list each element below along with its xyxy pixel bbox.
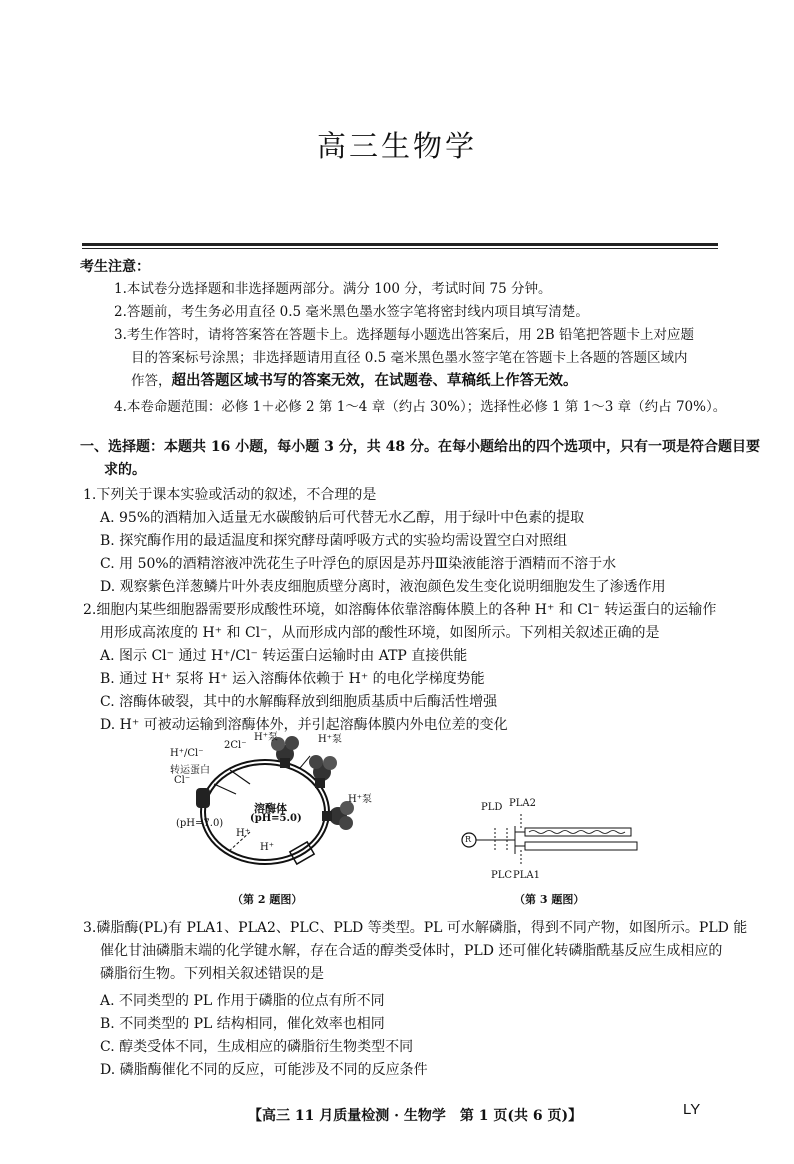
label-h-inner: H⁺ <box>236 828 250 839</box>
fatty-acid-chain-2 <box>525 842 637 850</box>
q3-option-b: B. 不同类型的 PL 结构相同，催化效率也相同 <box>100 1016 385 1032</box>
arrow-cl-in <box>230 770 250 784</box>
label-h-pump-1: H⁺泵 <box>254 732 278 743</box>
label-h-pump-2: H⁺泵 <box>318 734 342 745</box>
header-rule-thick <box>82 243 718 246</box>
q3-stem-line-3: 磷脂衍生物。下列相关叙述错误的是 <box>100 966 324 982</box>
label-cl: Cl⁻ <box>174 775 191 786</box>
q2-option-d: D. H⁺ 可被动运输到溶酶体外，并引起溶酶体膜内外电位差的变化 <box>100 717 508 733</box>
section-heading-line-2: 求的。 <box>104 462 146 478</box>
q2-stem-line-2: 用形成高浓度的 H⁺ 和 Cl⁻，从而形成内部的酸性环境，如图所示。下列相关叙述正确的是 <box>100 625 660 641</box>
q2-option-a: A. 图示 Cl⁻ 通过 H⁺/Cl⁻ 转运蛋白运输时由 ATP 直接供能 <box>100 648 468 664</box>
label-inner-ph: (pH=5.0) <box>250 813 302 824</box>
q3-stem-line-1: 3.磷脂酶(PL)有 PLA1、PLA2、PLC、PLD 等类型。PL 可水解磷脂，得到不同产物，如图所示。PLD 能 <box>83 920 748 936</box>
label-plc: PLC <box>491 870 513 881</box>
label-r: R <box>465 835 472 844</box>
label-h-pump-3: H⁺泵 <box>348 794 372 805</box>
q1-option-b: B. 探究酶作用的最适温度和探究酵母菌呼吸方式的实验均需设置空白对照组 <box>100 533 568 549</box>
arrow-transport <box>214 784 236 794</box>
label-lysosome: 溶酶体 <box>254 802 287 815</box>
q1-option-c: C. 用 50%的酒精溶液冲洗花生子叶浮色的原因是苏丹Ⅲ染液能溶于酒精而不溶于水 <box>100 556 617 572</box>
notice-line-6: 4.本卷命题范围：必修 1＋必修 2 第 1～4 章（约占 30%）；选择性必修 1 第 1～3 章（约占 70%）。 <box>114 399 727 415</box>
label-outer-ph: (pH=7.0) <box>176 818 224 829</box>
phospholipid-diagram <box>455 798 645 882</box>
header-rule-thin <box>82 248 718 249</box>
q3-option-c: C. 醇类受体不同，生成相应的磷脂衍生物类型不同 <box>100 1039 414 1055</box>
notice-line-5-emphasis: 超出答题区域书写的答案无效，在试题卷、草稿纸上作答无效。 <box>171 373 578 389</box>
notice-line-5a <box>131 369 578 390</box>
transporter-protein-icon <box>196 788 210 808</box>
q3-option-d: D. 磷脂酶催化不同的反应，可能涉及不同的反应条件 <box>100 1062 428 1078</box>
arrow-pump <box>300 756 310 768</box>
label-pla1: PLA1 <box>513 870 540 881</box>
notice-heading: 考生注意： <box>80 259 150 275</box>
label-2cl: 2Cl⁻ <box>224 740 247 751</box>
page-title: 高三生物学 <box>316 129 477 163</box>
footer-page-info: 【高三 11 月质量检测 · 生物学 第 1 页(共 6 页)】 <box>248 1108 583 1124</box>
footer-code: LY <box>683 1101 701 1118</box>
q2-option-c: C. 溶酶体破裂，其中的水解酶释放到细胞质基质中后酶活性增强 <box>100 694 498 710</box>
notice-line-3: 3.考生作答时，请将答案答在答题卡上。选择题每小题选出答案后，用 2B 铅笔把答题卡上对应题 <box>114 327 694 343</box>
label-transporter-2: 转运蛋白 <box>170 765 210 776</box>
section-heading-line-1: 一、选择题：本题共 16 小题，每小题 3 分，共 48 分。在每小题给出的四个选项中，只有一项是符合题目要 <box>80 439 760 455</box>
fatty-acid-chain-1 <box>525 828 631 836</box>
q1-stem: 1.下列关于课本实验或活动的叙述，不合理的是 <box>83 487 377 503</box>
lysosome-diagram <box>150 728 390 880</box>
notice-line-5-start: 作答， <box>131 373 172 389</box>
label-transporter: H⁺/Cl⁻ <box>170 748 204 759</box>
label-pla2: PLA2 <box>509 798 536 809</box>
q1-option-d: D. 观察紫色洋葱鳞片叶外表皮细胞质壁分离时，液泡颜色发生变化说明细胞发生了渗透作用 <box>100 579 666 595</box>
notice-line-4: 目的答案标号涂黑；非选择题请用直径 0.5 毫米黑色墨水签字笔在答题卡上各题的答题区域内 <box>131 350 688 366</box>
q2-stem-line-1: 2.细胞内某些细胞器需要形成酸性环境，如溶酶体依靠溶酶体膜上的各种 H⁺ 和 Cl⁻ 转运蛋白的运输作 <box>83 602 717 618</box>
q1-option-a: A. 95%的酒精加入适量无水碳酸钠后可代替无水乙醇，用于绿叶中色素的提取 <box>100 510 585 526</box>
notice-line-1: 1.本试卷分选择题和非选择题两部分。满分 100 分，考试时间 75 分钟。 <box>114 281 552 297</box>
label-h-outer: H⁺ <box>260 842 274 853</box>
q3-stem-line-2: 催化甘油磷脂末端的化学键水解，存在合适的醇类受体时，PLD 还可催化转磷脂酰基反应生成相应的 <box>100 943 723 959</box>
fig3-caption: （第 3 题图） <box>514 893 585 906</box>
q2-option-b: B. 通过 H⁺ 泵将 H⁺ 运入溶酶体依赖于 H⁺ 的电化学梯度势能 <box>100 671 485 687</box>
label-pld: PLD <box>481 802 503 813</box>
notice-line-2: 2.答题前，考生务必用直径 0.5 毫米黑色墨水签字笔将密封线内项目填写清楚。 <box>114 304 589 320</box>
q3-option-a: A. 不同类型的 PL 作用于磷脂的位点有所不同 <box>100 993 385 1009</box>
fig2-caption: （第 2 题图） <box>232 893 303 906</box>
